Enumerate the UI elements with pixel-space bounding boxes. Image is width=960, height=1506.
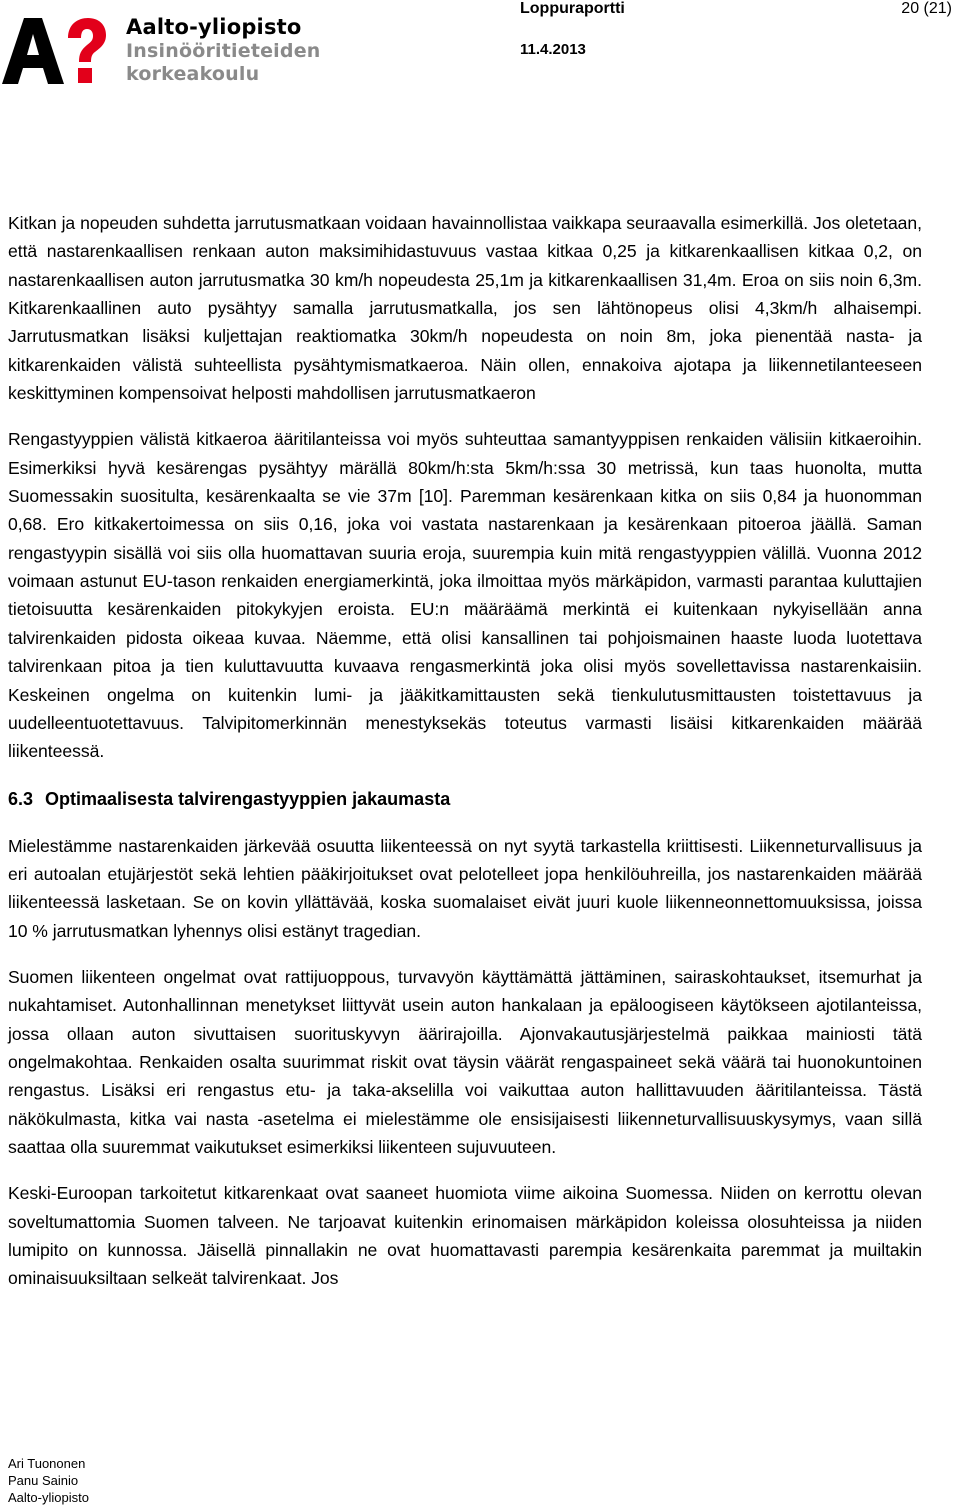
document-body	[8, 209, 922, 1293]
paragraph-tyre-friction-comparison: Rengastyyppien välistä kitkaeroa ääritilanteissa voi myös suhteuttaa samantyyppisen renkaiden välisiin kitkaeroihin. Esimerkiksi hyvä kesärengas pysähtyy märällä 80km/h:sta 5km/h:ssa 30 metrissä, kun taas huonolta, mutta Suomessakin suositulta, kesärenkaalta se vie 37m [10]. Paremman kesärenkaan kitka on siis 0,84 ja huonomman 0,68. Ero kitkakertoimessa on siis 0,16, joka voi vastata nastarenkaan ja kesärenkaan pitoeroa jäällä. Saman rengastyypin sisällä voi siis olla huomattavan suuria eroja, suurempia kuin mitä rengastyyppien välillä. Vuonna 2012 voimaan astunut EU-tason renkaiden energiamerkintä, joka ilmoittaa myös märkäpidon, varmasti parantaa kuluttajien tietoisuutta kesärenkaiden pitokykyjen eroista. EU:n määräämä merkintä ei kuitenkaan nykyisellään anna talvirenkaiden pidosta oikeaa kuvaa. Näemme, että olisi kansallinen tai pohjoismainen haaste luoda luotettava talvirenkaan pitoa ja tien kuluttavuutta kuvaava rengasmerkintä joka olisi myös sovellettavissa nastarenkaisiin. Keskeinen ongelma on kuitenkin lumi- ja jääkitkamittausten sekä tienkulutusmittausten toistettavuus ja uudelleentuotettavuus. Talvipitomerkinnän menestyksekäs toteutus varmasti lisäisi kitkarenkaiden määrää liikenteessä.	[8, 429, 922, 762]
aalto-logo-mark	[2, 16, 106, 86]
page-number: 20 (21)	[901, 0, 952, 17]
page-header	[0, 0, 960, 90]
section-heading	[8, 786, 922, 812]
section-number: 6.3	[8, 788, 34, 809]
document-date: 11.4.2013	[520, 41, 586, 58]
paragraph-braking-distance: Kitkan ja nopeuden suhdetta jarrutusmatkaan voidaan havainnollistaa vaikkapa seuraavalla esimerkillä. Jos oletetaan, että nastarenkaallisen renkaan auton maksimihidastuvuus vastaa kitkaa 0,25 ja kitkarenkaallisen kitkaa 0,2, on nastarenkaallisen auton jarrutusmatka 30 km/h nopeudesta 25,1m ja kitkarenkaallisen 31,4m. Eroa on siis noin 6,3m. Kitkarenkaallinen auto pysähtyy samalla jarrutusmatkalla, jos sen lähtönopeus olisi 4,3km/h alhaisempi. Jarrutusmatkan lisäksi kuljettajan reaktiomatka 30km/h nopeudesta on noin 8m, joka pienentää nasta- ja kitkarenkaiden välistä suhteellista pysähtymismatkaeroa. Näin ollen, ennakoiva ajotapa ja liikennetilanteeseen keskittyminen kompensoivat helposti mahdollisen jarrutusmatkaeron	[8, 213, 922, 404]
document-title: Loppuraportti	[520, 0, 625, 17]
footer-author-1: Ari Tuononen	[8, 1456, 86, 1471]
paragraph-central-european-tyres: Keski-Euroopan tarkoitetut kitkarenkaat ovat saaneet huomiota viime aikoina Suomessa. Niiden on kerrottu olevan soveltumattomia Suomen talveen. Ne tarjoavat kuitenkin erinomaisen märkäpidon koleissa olosuhteissa ja niiden lumipito on kunnossa. Jäisellä pinnallakin ne ovat huomattavasti parempia kesärenkaita paremmat ja muiltakin ominaisuuksiltaan selkeät talvirenkaat. Jos	[8, 1183, 922, 1289]
page-footer	[8, 1455, 89, 1506]
logo-school-line2: korkeakoulu	[126, 63, 260, 85]
paragraph-studded-tyre-share: Mielestämme nastarenkaiden järkevää osuutta liikenteessä on nyt syytä tarkastella kriittisesti. Liikenneturvallisuus ja eri autoalan etujärjestöt sekä lehtien pääkirjoitukset ovat pelotelleet jopa henkilöuhreilla, jos nastarenkaiden määrää liikenteessä lasketaan. Se on kovin yllättävää, koska suomalaiset eivät juuri kuole liikenneonnettomuuksissa, joissa 10 % jarrutusmatkan lyhennys olisi estänyt tragedian.	[8, 835, 922, 941]
logo-school-line1: Insinööritieteiden	[126, 40, 321, 62]
aalto-logo-text	[126, 14, 321, 86]
logo-university-name: Aalto-yliopisto	[126, 15, 302, 39]
paragraph-traffic-problems: Suomen liikenteen ongelmat ovat rattijuoppous, turvavyön käyttämättä jättäminen, sairaskohtaukset, itsemurhat ja nukahtamiset. Autonhallinnan menetykset liittyvät usein auton hankalaan ja epäloogiseen käytökseen ajotilanteissa, jossa ollaan auton sivuttaisen suorituskyvyn äärirajoilla. Ajonvakautusjärjestelmä paikkaa mainiosti tätä ongelmakohtaa. Renkaiden osalta suurimmat riskit ovat täysin väärät rengaspaineet sekä väärä tai huonokuntoinen rengastus. Lisäksi eri rengastus etu- ja taka-akselilla voi vaikuttaa auton hallittavuuden ääritilanteissa. Tästä näkökulmasta, kitka vai nasta -asetelma ei mielestämme ole ensisijaisesti liikenneturvallisuuskysymys, vaan sillä saattaa olla suuremmat vaikutukset esimerkiksi liikenteen sujuvuuteen.	[8, 966, 922, 1157]
footer-organization: Aalto-yliopisto	[8, 1490, 89, 1505]
section-title: Optimaalisesta talvirengastyyppien jakaumasta	[45, 788, 451, 809]
footer-author-2: Panu Sainio	[8, 1473, 79, 1488]
